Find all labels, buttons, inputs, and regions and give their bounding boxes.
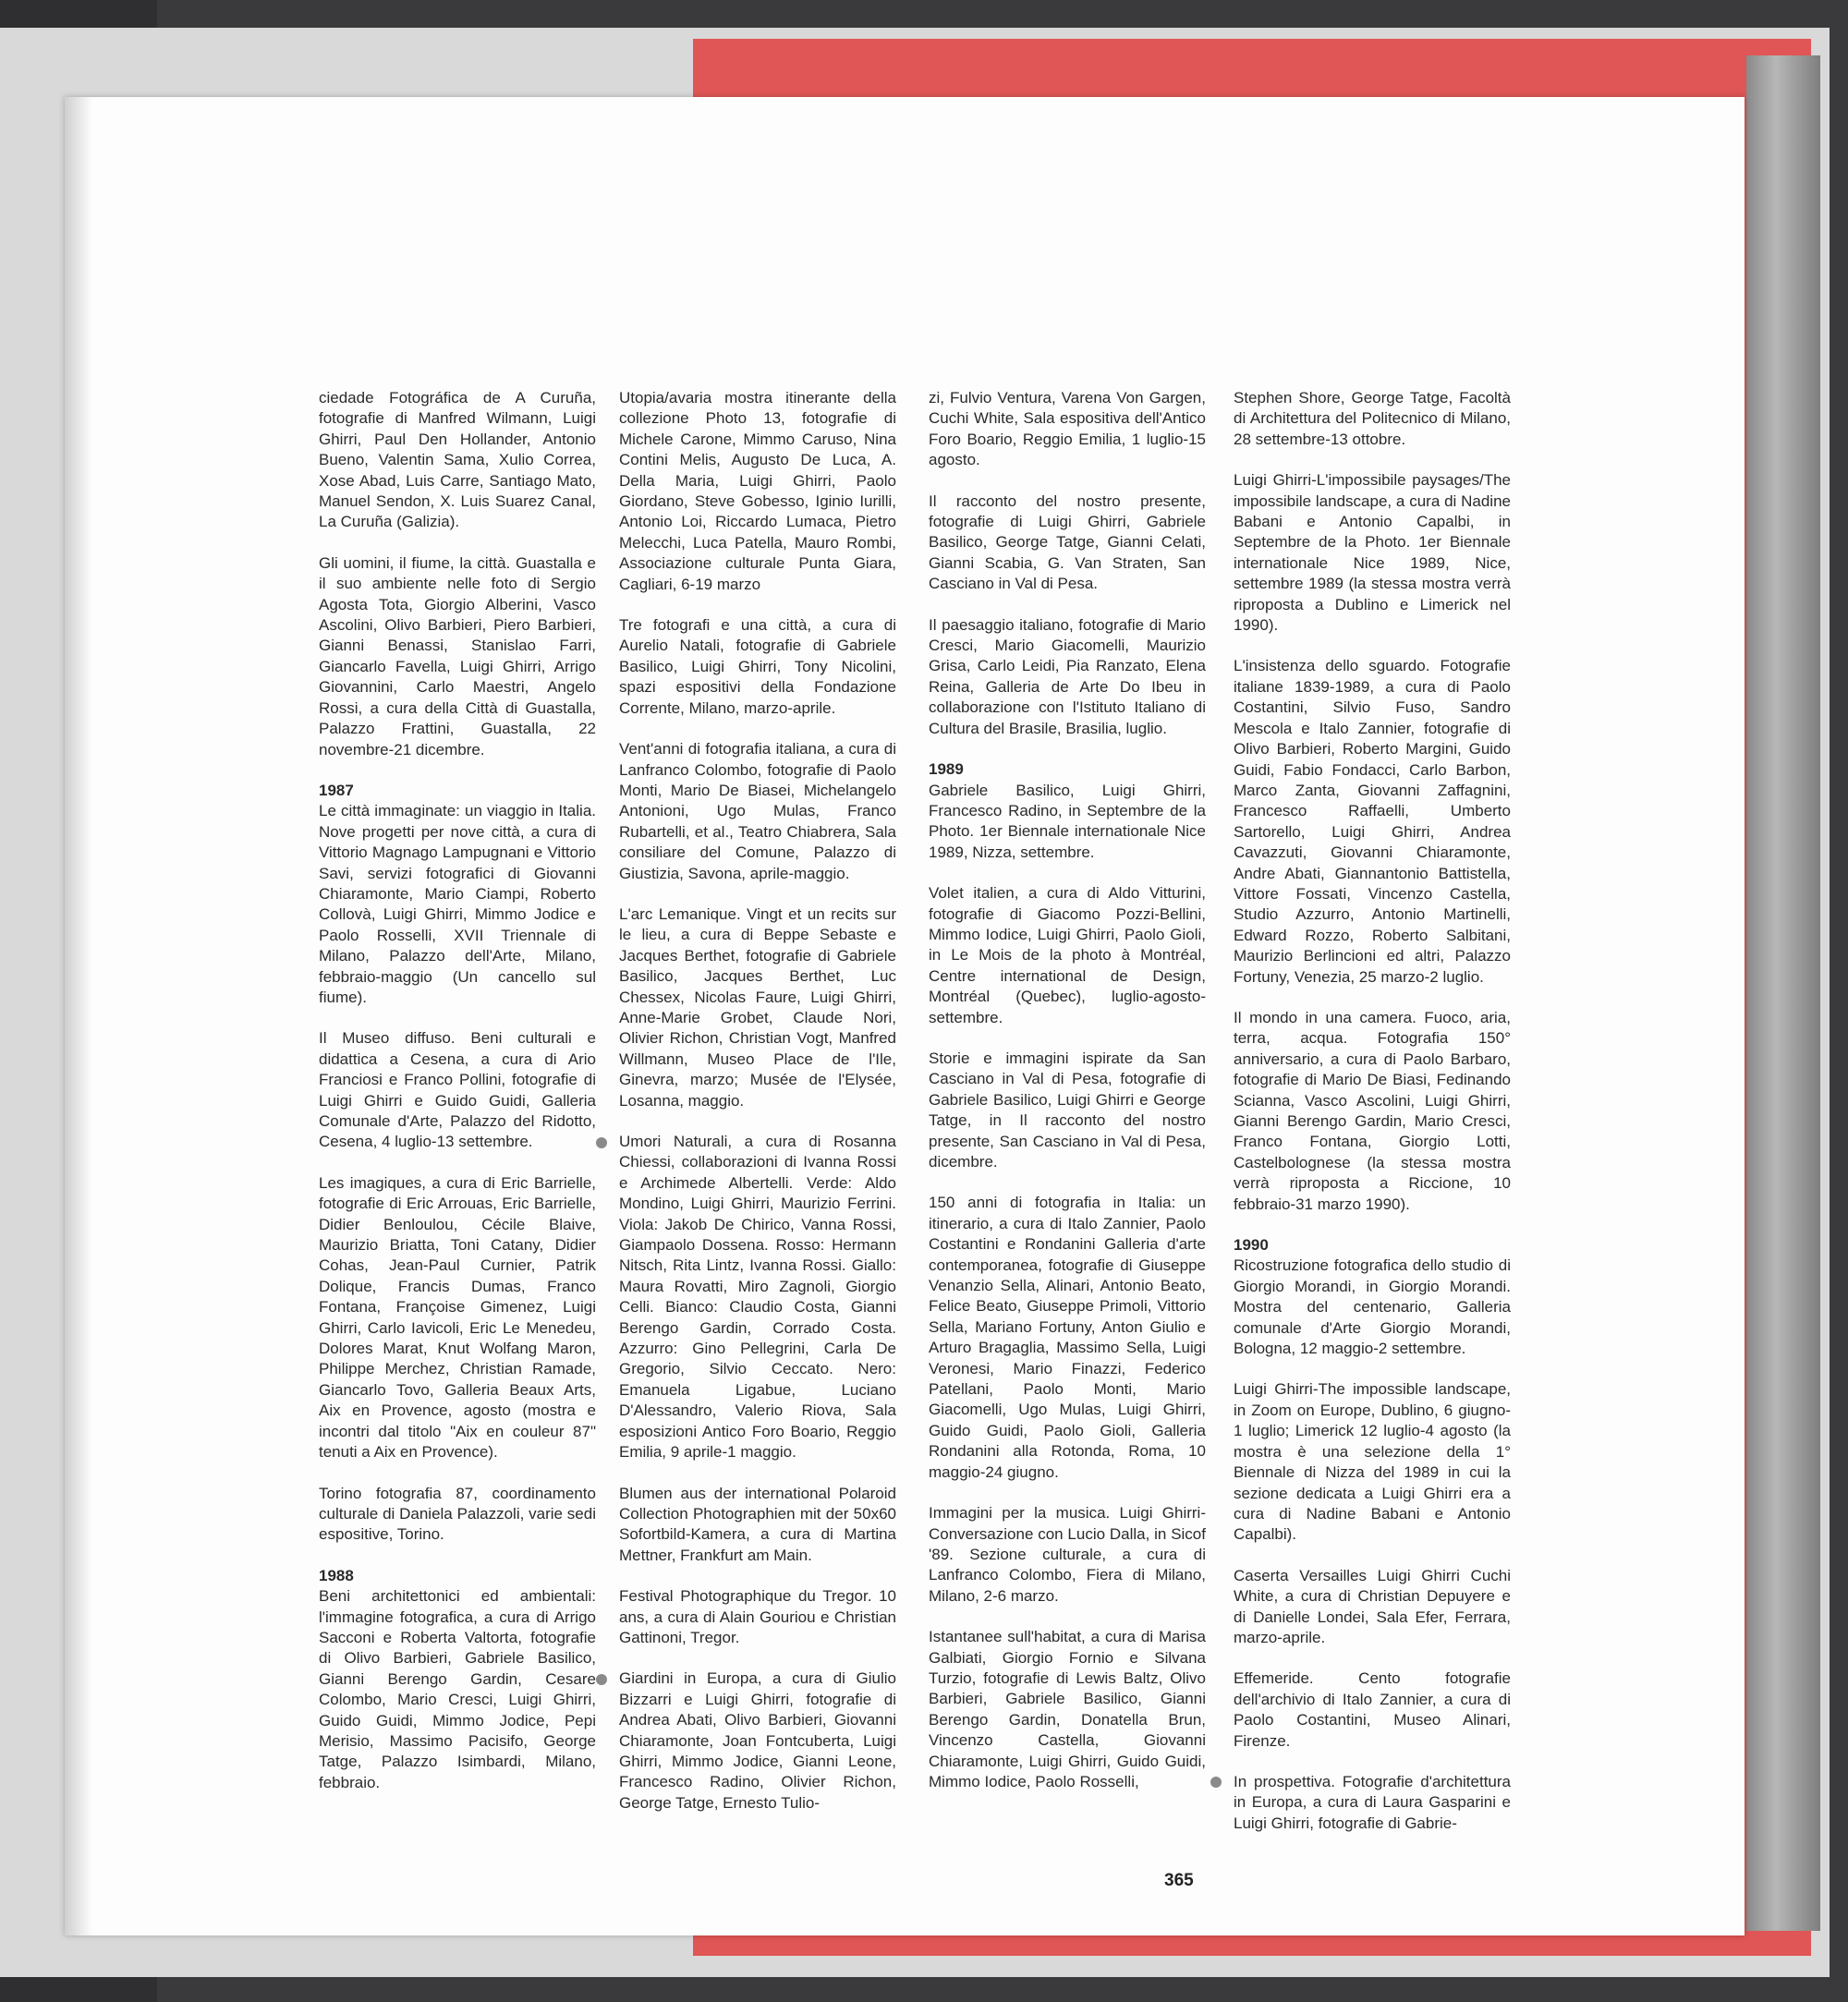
paragraph-marked (619, 1132, 896, 1463)
paragraph: Effemeride. Cento fotografie dell'archivio di Italo Zannier, a cura di Paolo Costantini, Museo Alinari, Firenze. (1234, 1669, 1511, 1750)
paragraph: Utopia/avaria mostra itinerante della collezione Photo 13, fotografie di Michele Carone, Mimmo Caruso, Nina Contini Melis, Augusto De Luca, A. Della Maria, Luigi Ghirri, Paolo Giordano, Steve Gobesso, Iginio Iurilli, Antonio Loi, Riccardo Lumaca, Pietro Melecchi, Luca Patella, Mauro Rombi, Associazione culturale Punta Giara, Cagliari, 6-19 marzo (619, 389, 896, 593)
paragraph: Gli uomini, il fiume, la città. Guastalla e il suo ambiente nelle foto di Sergio Agosta Tota, Giorgio Alberini, Vasco Ascolini, Olivo Barbieri, Piero Barbieri, Gianni Benassi, Stanislao Farri, Giancarlo Favella, Luigi Ghirri, Arrigo Giovannini, Carlo Maestri, Angelo Rossi, a cura della Città di Guastalla, Palazzo Frattini, Guastalla, 22 novembre-21 dicembre. (319, 553, 596, 758)
year-heading: 1989 (929, 760, 964, 779)
text-column-1 (319, 388, 596, 1814)
paragraph: Il Museo diffuso. Beni culturali e didattica a Cesena, a cura di Ario Franciosi e Franco Pollini, fotografie di Luigi Ghirri e Guido Guidi, Galleria Comunale d'Arte, Palazzo del Ridotto, Cesena, 4 luglio-13 settembre. (319, 1029, 596, 1151)
paragraph: Blumen aus der international Polaroid Collection Photographien mit der 50x60 Sofortbild-Kamera, a cura di Martina Mettner, Frankfurt am Main. (619, 1484, 896, 1564)
paragraph: Istantanee sull'habitat, a cura di Marisa Galbiati, Giorgio Fornio e Silvana Turzio, fotografie di Lewis Baltz, Olivo Barbieri, Gabriele Basilico, Gianni Berengo Gardin, Donatella Brun, Vincenzo Castella, Giovanni Chiaramonte, Luigi Ghirri, Guido Guidi, Mimmo Iodice, Paolo Rosselli, (929, 1628, 1206, 1790)
paragraph-text: Umori Naturali, a cura di Rosanna Chiessi, collaborazioni di Ivanna Rossi e Archimede Albertelli. Verde: Aldo Mondino, Luigi Ghirri, Maurizio Ferrini. Viola: Jakob De Chirico, Vanna Rossi, Giampaolo Dossena. Rosso: Hermann Nitsch, Rita Lintz, Ivanna Rossi. Giallo: Maura Rovatti, Miro Zagnoli, Giorgio Celli. Bianco: Claudio Costa, Gianni Berengo Gardin, Corrado Costa. Azzurro: Gino Pellegrini, Carla De Gregorio, Silvio Ceccato. Nero: Emanuela Ligabue, Luciano D'Alessandro, Valerio Riova, Sala esposizioni Antico Foro Boario, Reggio Emilia, 9 aprile-1 maggio. (619, 1133, 896, 1462)
paragraph: Vent'anni di fotografia italiana, a cura di Lanfranco Colombo, fotografie di Paolo Monti, Mario De Biasei, Michelangelo Antonioni, Ugo Mulas, Franco Rubartelli, et al., Teatro Chiabrera, Sala consiliare del Comune, Palazzo di Giustizia, Savona, aprile-maggio. (619, 740, 896, 882)
paragraph: zi, Fulvio Ventura, Varena Von Gargen, Cuchi White, Sala espositiva dell'Antico Foro Boario, Reggio Emilia, 1 luglio-15 agosto. (929, 389, 1206, 469)
paragraph: Il paesaggio italiano, fotografie di Mario Cresci, Mario Giacomelli, Maurizio Grisa, Carlo Leidi, Pia Ranzato, Elena Reina, Galleria de Arte Do Ibeu in collaborazione con l'Istituto Italiano di Cultura del Brasile, Brasilia, luglio. (929, 615, 1206, 737)
paragraph: L'insistenza dello sguardo. Fotografie italiane 1839-1989, a cura di Paolo Costantini, Silvio Fuso, Sandro Mescola e Italo Zannier, fotografie di Olivo Barbieri, Roberto Margini, Guido Guidi, Fabio Fondacci, Carlo Barbon, Marco Zanta, Giovanni Zaffagnini, Francesco Raffaelli, Umberto Sartorello, Luigi Ghirri, Andrea Cavazzuti, Giovanni Chiaramonte, Andre Abati, Giannantonio Battistella, Vittore Fossati, Vincenzo Castella, Studio Azzurro, Antonio Martinelli, Edward Rozzo, Roberto Salbitani, Maurizio Berlincioni ed altri, Palazzo Fortuny, Venezia, 25 marzo-2 luglio. (1234, 657, 1511, 986)
paragraph: Les imagiques, a cura di Eric Barrielle, fotografie di Eric Arrouas, Eric Barrielle, Didier Benloulou, Cécile Blaive, Maurizio Briatta, Toni Catany, Didier Cohas, Jean-Paul Curnier, Patrik Dolique, Francis Dumas, Franco Fontana, Françoise Gimenez, Luigi Ghirri, Carlo Iavicoli, Eric Le Menedeu, Dolores Marat, Knut Wolfang Maron, Philippe Merchez, Christian Ramade, Giancarlo Tovo, Galleria Beaux Arts, Aix en Provence, agosto (mostra e incontri dal titolo "Aix en couleur 87" tenuti a Aix en Provence). (319, 1173, 596, 1462)
paragraph-text: Giardini in Europa, a cura di Giulio Bizzarri e Luigi Ghirri, fotografie di Andrea Abati, Olivo Barbieri, Giovanni Chiaramonte, Joan Fontcuberta, Luigi Ghirri, Mimmo Jodice, Gianni Leone, Francesco Radino, Olivier Richon, George Tatge, Ernesto Tulio- (619, 1669, 896, 1812)
paragraph: Luigi Ghirri-L'impossibile paysages/The impossibile landscape, a cura di Nadine Babani e Antonio Capalbi, in Septembre de la Photo. 1er Biennale internationale Nice 1989, Nice, settembre 1989 (la stessa mostra verrà riproposta a Dublino e Limerick nel 1990). (1234, 471, 1511, 635)
paragraph: Stephen Shore, George Tatge, Facoltà di Architettura del Politecnico di Milano, 28 settembre-13 ottobre. (1234, 389, 1511, 448)
paragraph: L'arc Lemanique. Vingt et un recits sur le lieu, a cura di Beppe Sebaste e Jacques Berthet, fotografie di Gabriele Basilico, Jacques Berthet, Luc Chessex, Nicolas Faure, Luigi Ghirri, Anne-Marie Grobet, Claude Nori, Olivier Richon, Christian Vogt, Manfred Willmann, Museo Place de l'Ile, Ginevra, marzo; Musée de l'Elysée, Losanna, maggio. (619, 904, 896, 1110)
year-heading: 1990 (1234, 1236, 1269, 1255)
year-heading: 1987 (319, 781, 354, 799)
paragraph: Tre fotografi e una città, a cura di Aurelio Natali, fotografie di Gabriele Basilico, Luigi Ghirri, Tony Nicolini, spazi espositivi della Fondazione Corrente, Milano, marzo-aprile. (619, 616, 896, 717)
paragraph: ciedade Fotográfica de A Curuña, fotografie di Manfred Wilmann, Luigi Ghirri, Paul Den Hollander, Antonio Bueno, Valentin Sama, Xulio Correa, Xose Abad, Luis Carre, Santiago Mato, Manuel Sendon, X. Luis Suarez Canal, La Curuña (Galizia). (319, 389, 596, 531)
paragraph-marked (1234, 1772, 1511, 1834)
year-heading: 1988 (319, 1566, 354, 1584)
paragraph: Il racconto del nostro presente, fotografie di Luigi Ghirri, Gabriele Basilico, George Tatge, Gianni Celati, Gianni Scabia, G. Van Straten, San Casciano in Val di Pesa. (929, 491, 1206, 593)
paragraph: 150 anni di fotografia in Italia: un itinerario, a cura di Italo Zannier, Paolo Costantini e Rondanini Galleria d'arte contemporanea, fotografie di Giuseppe Venanzio Sella, Alinari, Antonio Beato, Felice Beato, Giuseppe Primoli, Vittorio Sella, Mariano Fortuny, Anton Giulio e Arturo Bragaglia, Massimo Sella, Luigi Veronesi, Mario Finazzi, Federico Patellani, Paolo Monti, Mario Giacomelli, Ugo Mulas, Luigi Ghirri, Guido Guidi, Paolo Gioli, Galleria Rondanini alla Rotonda, Roma, 10 maggio-24 giugno. (929, 1194, 1206, 1481)
paragraph: Torino fotografia 87, coordinamento culturale di Daniela Palazzoli, varie sedi espositive, Torino. (319, 1484, 596, 1544)
paragraph: Ricostruzione fotografica dello studio di Giorgio Morandi, in Giorgio Morandi. Mostra del centenario, Galleria comunale d'Arte Giorgio Morandi, Bologna, 12 maggio-2 settembre. (1234, 1256, 1511, 1358)
paragraph: Il mondo in una camera. Fuoco, aria, terra, acqua. Fotografia 150° anniversario, a cura di Paolo Barbaro, fotografie di Mario De Biasi, Fedinando Scianna, Vasco Ascolini, Luigi Ghirri, Gianni Berengo Gardin, Mario Cresci, Franco Fontana, Giorgio Lotti, Castelbolognese (la stessa mostra verrà riproposta a Riccione, 10 febbraio-31 marzo 1990). (1234, 1008, 1511, 1213)
bullet-dot-icon (596, 1674, 607, 1685)
paragraph: Gabriele Basilico, Luigi Ghirri, Francesco Radino, in Septembre de la Photo. 1er Biennale internationale Nice 1989, Nizza, settembre. (929, 781, 1206, 861)
paragraph: Luigi Ghirri-The impossible landscape, in Zoom on Europe, Dublino, 6 giugno-1 luglio; Limerick 12 luglio-4 agosto (la mostra è una selezione della 1° Biennale di Nizza del 1989 in cui la sezione dedicata a Luigi Ghirri era a cura di Nadine Babani e Antonio Capalbi). (1234, 1380, 1511, 1544)
paragraph: Caserta Versailles Luigi Ghirri Cuchi White, a cura di Christian Depuyere e di Danielle Londei, Sala Efer, Ferrara, marzo-aprile. (1234, 1566, 1511, 1646)
book-page (65, 97, 1745, 1935)
page-number: 365 (1164, 1871, 1194, 1890)
bullet-dot-icon (1210, 1777, 1222, 1788)
text-column-3 (929, 388, 1206, 1813)
paragraph: Festival Photographique du Tregor. 10 ans, a cura di Alain Gouriou e Christian Gattinoni, Tregor. (619, 1587, 896, 1646)
paragraph: Immagini per la musica. Luigi Ghirri-Conversazione con Lucio Dalla, in Sicof '89. Sezione culturale, a cura di Lanfranco Colombo, Fiera di Milano, Milano, 2-6 marzo. (929, 1504, 1206, 1605)
paragraph: Le città immaginate: un viaggio in Italia. Nove progetti per nove città, a cura di Vittorio Magnago Lampugnani e Vittorio Savi, servizi fotografici di Giovanni Chiaramonte, Mario Ciampi, Roberto Collovà, Luigi Ghirri, Mimmo Jodice e Paolo Rosselli, XVII Triennale di Milano, Palazzo dell'Arte, Milano, febbraio-maggio (Un cancello sul fiume). (319, 802, 596, 1006)
paragraph: Beni architettonici ed ambientali: l'immagine fotografica, a cura di Arrigo Sacconi e Roberta Valtorta, fotografie di Olivo Barbieri, Gabriele Basilico, Gianni Berengo Gardin, Cesare Colombo, Mario Cresci, Luigi Ghirri, Guido Guidi, Mimmo Jodice, Pepi Merisio, Massimo Pacisifo, George Tatge, Palazzo Isimbardi, Milano, febbraio. (319, 1587, 596, 1791)
paragraph-text: In prospettiva. Fotografie d'architettura in Europa, a cura di Laura Gasparini e Luigi Ghirri, fotografie di Gabrie- (1234, 1772, 1511, 1832)
gray-page-edge (1746, 55, 1820, 1931)
paragraph-marked (619, 1668, 896, 1814)
bullet-dot-icon (596, 1137, 607, 1148)
text-column-4 (1234, 388, 1511, 1854)
paragraph: Volet italien, a cura di Aldo Vitturini, fotografie di Giacomo Pozzi-Bellini, Mimmo Iodice, Luigi Ghirri, Paolo Gioli, in Le Mois de la photo à Montréal, Centre international de Design, Montréal (Quebec), luglio-agosto-settembre. (929, 884, 1206, 1026)
paragraph: Storie e immagini ispirate da San Casciano in Val di Pesa, fotografie di Gabriele Basilico, Luigi Ghirri e George Tatge, in Il racconto del nostro presente, San Casciano in Val di Pesa, dicembre. (929, 1049, 1206, 1171)
page-gutter (65, 97, 92, 1935)
text-column-2 (619, 388, 896, 1834)
